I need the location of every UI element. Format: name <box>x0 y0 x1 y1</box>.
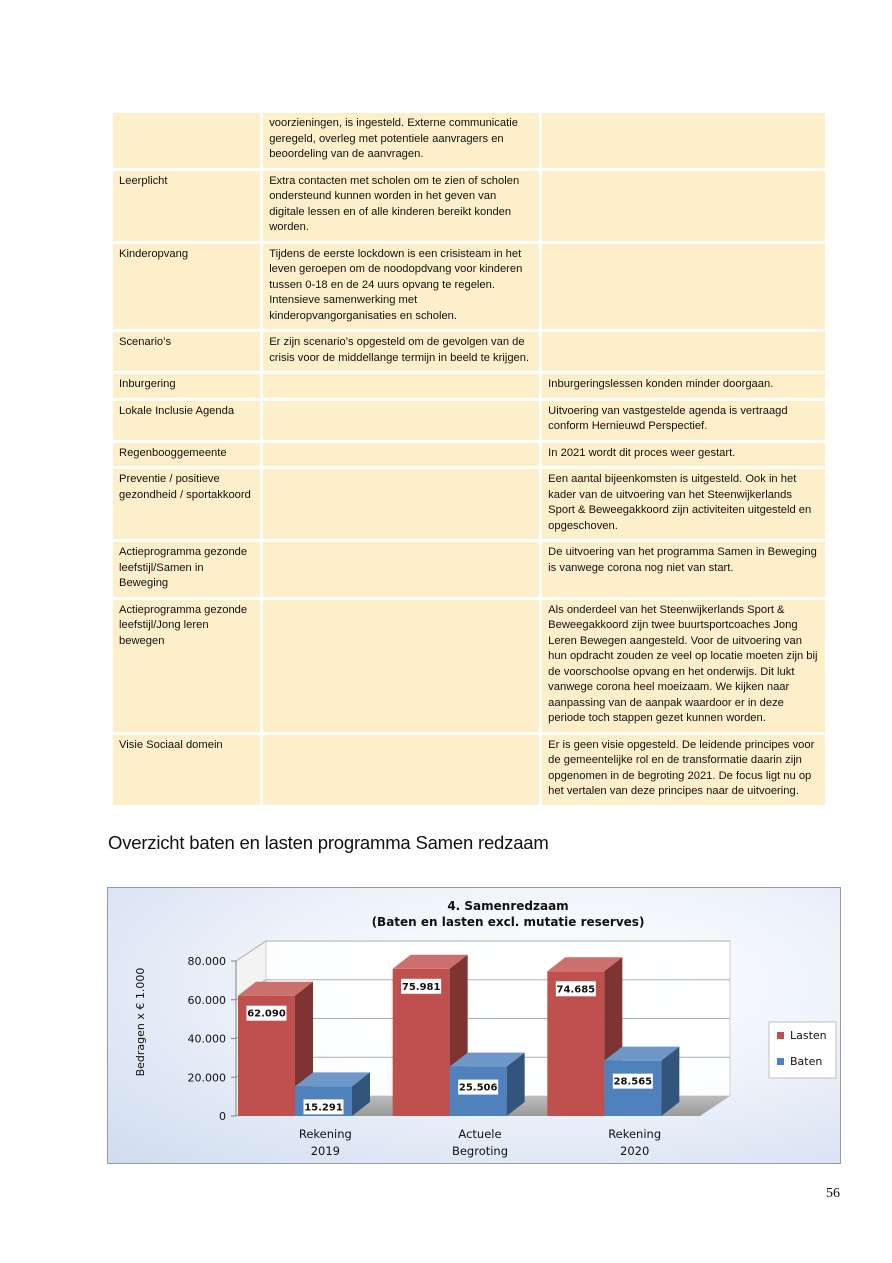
bar-chart <box>108 888 840 1163</box>
row-topic: Lokale Inclusie Agenda <box>113 401 260 440</box>
table-row <box>113 244 825 330</box>
chart-subtitle: (Baten en lasten excl. mutatie reserves) <box>371 915 645 929</box>
row-effects <box>542 113 825 168</box>
chart-container <box>107 887 841 1164</box>
y-tick-label: 40.000 <box>187 1032 226 1046</box>
row-effects: Er is geen visie opgesteld. De leidende principes voor de gemeentelijke rol en de transformatie daarin zijn opgenomen in de begroting 2021. De focus ligt nu op het vertalen van deze principes naar de uitvoering. <box>542 735 825 805</box>
chart-title: 4. Samenredzaam <box>447 899 569 913</box>
row-effects <box>542 244 825 330</box>
x-category-label: Actuele <box>458 1127 502 1141</box>
legend-swatch-lasten <box>777 1032 784 1039</box>
row-measures <box>263 469 539 539</box>
data-label: 15.291 <box>304 1102 343 1114</box>
row-topic: Leerplicht <box>113 171 260 241</box>
x-category-label: 2020 <box>620 1144 650 1158</box>
table-row <box>113 113 825 168</box>
row-topic: Actieprogramma gezonde leefstijl/Samen in Beweging <box>113 542 260 597</box>
data-label: 28.565 <box>613 1076 653 1088</box>
x-category-label: 2019 <box>310 1144 340 1158</box>
x-category-label: Rekening <box>608 1127 662 1141</box>
bar-baten-0 <box>295 1072 370 1116</box>
row-topic: Visie Sociaal domein <box>113 735 260 805</box>
data-label: 74.685 <box>556 984 596 996</box>
x-category-label: Rekening <box>298 1127 352 1141</box>
bar-baten-2 <box>604 1047 679 1116</box>
row-topic: Kinderopvang <box>113 244 260 330</box>
y-tick-label: 80.000 <box>187 955 226 968</box>
row-measures <box>263 374 539 398</box>
bar-baten-1 <box>450 1053 525 1116</box>
row-measures <box>263 443 539 467</box>
table-row <box>113 735 825 805</box>
y-tick-label: 0 <box>219 1110 226 1123</box>
data-label: 62.090 <box>247 1008 286 1020</box>
row-effects: Uitvoering van vastgestelde agenda is vertraagd conform Hernieuwd Perspectief. <box>542 401 825 440</box>
row-topic: Scenario’s <box>113 332 260 371</box>
row-effects: Inburgeringslessen konden minder doorgaan. <box>542 374 825 398</box>
x-category-label: Begroting <box>451 1144 509 1158</box>
table-body <box>113 113 825 805</box>
row-effects: De uitvoering van het programma Samen in Beweging is vanwege corona nog niet van start. <box>542 542 825 597</box>
row-measures <box>263 401 539 440</box>
row-topic: Inburgering <box>113 374 260 398</box>
row-effects <box>542 332 825 371</box>
y-tick-label: 20.000 <box>187 1071 226 1085</box>
legend-label-lasten: Lasten <box>790 1029 827 1042</box>
table-row <box>113 600 825 732</box>
row-measures: voorzieningen, is ingesteld. Externe communicatie geregeld, overleg met potentiele aanvragers en beoordeling van de aanvragen. <box>263 113 539 168</box>
table-row <box>113 542 825 597</box>
table-row <box>113 374 825 398</box>
section-title: Overzicht baten en lasten programma Samen redzaam <box>108 832 549 853</box>
chart-legend <box>769 1022 836 1078</box>
row-measures <box>263 735 539 805</box>
row-effects: Een aantal bijeenkomsten is uitgesteld. Ook in het kader van de uitvoering van het Steenwijkerlands Sport & Beweegakkoord zijn activiteiten uitgesteld en opgeschoven. <box>542 469 825 539</box>
page-number: 56 <box>826 1186 840 1201</box>
row-topic: Regenbooggemeente <box>113 443 260 467</box>
data-label: 75.981 <box>401 981 441 993</box>
row-measures: Tijdens de eerste lockdown is een crisisteam in het leven geroepen om de noodopdvang voor kinderen tussen 0-18 en de 24 uurs opvang te regelen. Intensieve samenwerking met kinderopvangorganisaties en scholen. <box>263 244 539 330</box>
row-effects: Als onderdeel van het Steenwijkerlands Sport & Beweegakkoord zijn twee buurtsportcoaches Jong Leren Bewegen aangesteld. Voor de uitvoering van hun opdracht zouden ze veel op locatie moeten zijn bij de voorschoolse opvang en het onderwijs. Dit lukt vanwege corona heel moeizaam. We kijken naar aanpassing van de aanpak waardoor er in deze periode toch stappen gezet kunnen worden. <box>542 600 825 732</box>
table-row <box>113 401 825 440</box>
row-measures: Er zijn scenario’s opgesteld om de gevolgen van de crisis voor de middellange termijn in beeld te krijgen. <box>263 332 539 371</box>
row-effects: In 2021 wordt dit proces weer gestart. <box>542 443 825 467</box>
row-measures <box>263 542 539 597</box>
legend-swatch-baten <box>777 1058 784 1065</box>
corona-measures-table <box>110 110 828 808</box>
row-topic: Preventie / positieve gezondheid / sportakkoord <box>113 469 260 539</box>
row-measures: Extra contacten met scholen om te zien of scholen ondersteund kunnen worden in het geven van digitale lessen en of alle kinderen bereikt konden worden. <box>263 171 539 241</box>
y-tick-label: 60.000 <box>187 993 226 1007</box>
table-row <box>113 443 825 467</box>
table-row <box>113 171 825 241</box>
legend-label-baten: Baten <box>790 1055 823 1068</box>
row-topic <box>113 113 260 168</box>
row-effects <box>542 171 825 241</box>
row-topic: Actieprogramma gezonde leefstijl/Jong leren bewegen <box>113 600 260 732</box>
row-measures <box>263 600 539 732</box>
y-axis-label: Bedragen x € 1.000 <box>134 967 147 1077</box>
table-row <box>113 332 825 371</box>
table-row <box>113 469 825 539</box>
data-label: 25.506 <box>458 1082 498 1094</box>
